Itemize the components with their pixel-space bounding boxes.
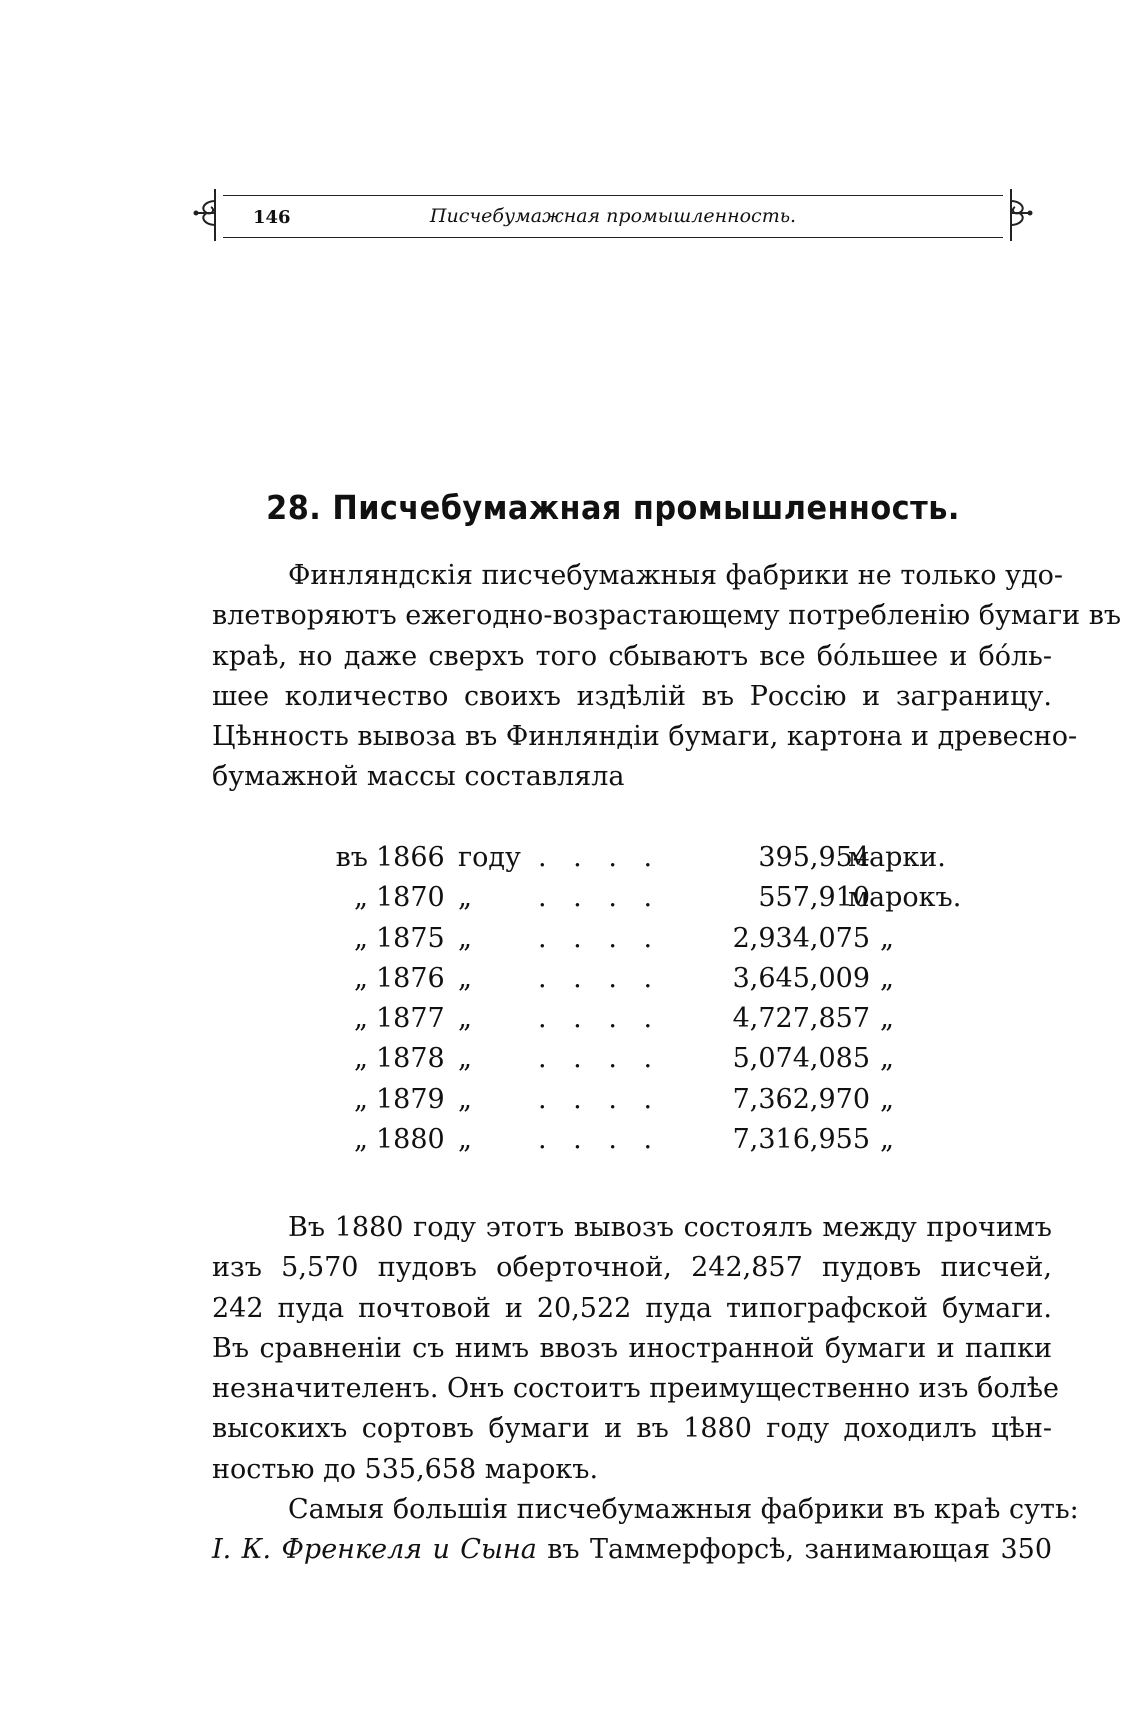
paragraph-line: Въ 1880 году этотъ вывозъ состоялъ между прочимъ — [288, 1212, 1052, 1243]
row-year: 1877 — [376, 1003, 445, 1035]
running-header — [193, 185, 1033, 243]
row-leader-dots: . . . . — [538, 842, 662, 873]
row-prefix: „ — [354, 1083, 368, 1115]
ornament-right-icon — [997, 187, 1033, 243]
company-name: I. К. Френкеля и Сына — [212, 1534, 537, 1566]
paragraph-2 — [212, 1208, 1059, 1490]
paragraph-3 — [212, 1490, 1079, 1571]
paragraph-line: краѣ, но даже сверхъ того сбываютъ все бóльшее и бóль- — [212, 640, 1052, 672]
row-prefix: „ — [354, 1003, 368, 1035]
table-row — [320, 1124, 960, 1164]
row-word: „ — [458, 1083, 472, 1115]
row-value: 3,645,009 — [732, 962, 870, 994]
running-title: Писчебумажная промышленность. — [429, 205, 797, 227]
row-unit: „ — [880, 922, 894, 954]
paragraph-line: бумажной массы составляла — [212, 761, 625, 793]
row-word: „ — [458, 1124, 472, 1156]
row-year: 1875 — [376, 922, 445, 954]
row-value: 4,727,857 — [732, 1003, 870, 1035]
page-number: 146 — [253, 207, 291, 228]
paragraph-line: Въ сравненіи съ нимъ ввозъ иностранной бумаги и папки — [212, 1332, 1052, 1364]
row-value: 2,934,075 — [732, 922, 870, 954]
row-value: 5,074,085 — [732, 1043, 870, 1075]
table-row — [320, 963, 960, 1003]
table-row — [320, 1043, 960, 1083]
paragraph-line: Цѣнность вывоза въ Финляндіи бумаги, картона и древесно- — [212, 721, 1078, 753]
row-prefix: „ — [354, 962, 368, 994]
export-table — [320, 842, 960, 1164]
row-year: 1880 — [376, 1124, 445, 1156]
row-year: 1866 — [376, 842, 445, 873]
paragraph-line: 242 пуда почтовой и 20,522 пуда типографской бумаги. — [212, 1292, 1052, 1324]
row-leader-dots: . . . . — [538, 882, 662, 914]
row-value: 7,316,955 — [732, 1124, 870, 1156]
row-word: „ — [458, 962, 472, 994]
row-year: 1870 — [376, 882, 445, 914]
row-word: „ — [458, 922, 472, 954]
row-value: 557,910 — [758, 882, 870, 914]
row-word: „ — [458, 882, 472, 914]
paragraph-line: Самыя большія писчебумажныя фабрики въ краѣ суть: — [288, 1494, 1079, 1525]
table-row — [320, 1084, 960, 1124]
row-unit: марки. — [848, 842, 946, 873]
table-row — [320, 882, 960, 922]
row-leader-dots: . . . . — [538, 1083, 662, 1115]
row-value: 7,362,970 — [732, 1083, 870, 1115]
paragraph-line: шее количество своихъ издѣлій въ Россію и заграницу. — [212, 680, 1052, 712]
row-unit: „ — [880, 1003, 894, 1035]
chapter-title: 28. Писчебумажная промышленность. — [266, 488, 960, 527]
paragraph-line: влетворяютъ ежегодно-возрастающему потребленію бумаги въ — [212, 600, 1122, 632]
row-leader-dots: . . . . — [538, 1003, 662, 1035]
row-leader-dots: . . . . — [538, 922, 662, 954]
row-leader-dots: . . . . — [538, 1043, 662, 1075]
row-year: 1876 — [376, 962, 445, 994]
paragraph-line: высокихъ сортовъ бумаги и въ 1880 году доходилъ цѣн- — [212, 1413, 1052, 1445]
paragraph-line: Финляндскія писчебумажныя фабрики не только удо- — [288, 560, 1063, 591]
row-prefix: „ — [354, 882, 368, 914]
row-year: 1878 — [376, 1043, 445, 1075]
paragraph-line: ностью до 535,658 марокъ. — [212, 1453, 599, 1485]
row-word: „ — [458, 1003, 472, 1035]
row-unit: марокъ. — [848, 882, 962, 914]
row-year: 1879 — [376, 1083, 445, 1115]
paragraph-1 — [212, 556, 1122, 798]
row-prefix: въ — [335, 842, 368, 873]
header-rule-top — [223, 195, 1003, 196]
row-prefix: „ — [354, 1043, 368, 1075]
paragraph-line: изъ 5,570 пудовъ оберточной, 242,857 пудовъ писчей, — [212, 1252, 1052, 1284]
row-leader-dots: . . . . — [538, 962, 662, 994]
company-description: въ Таммерфорсѣ, занимающая 350 — [536, 1534, 1052, 1566]
paragraph-line — [212, 1530, 1052, 1570]
header-rule-bottom — [223, 237, 1003, 238]
row-word: „ — [458, 1043, 472, 1075]
paragraph-line: незначителенъ. Онъ состоитъ преимущественно изъ болѣе — [212, 1373, 1059, 1405]
table-row — [320, 842, 960, 882]
row-prefix: „ — [354, 1124, 368, 1156]
row-unit: „ — [880, 1083, 894, 1115]
row-leader-dots: . . . . — [538, 1124, 662, 1156]
row-value: 395,954 — [758, 842, 870, 873]
row-word: году — [458, 842, 521, 873]
row-unit: „ — [880, 962, 894, 994]
row-unit: „ — [880, 1124, 894, 1156]
table-row — [320, 1003, 960, 1043]
row-unit: „ — [880, 1043, 894, 1075]
row-prefix: „ — [354, 922, 368, 954]
table-row — [320, 923, 960, 963]
